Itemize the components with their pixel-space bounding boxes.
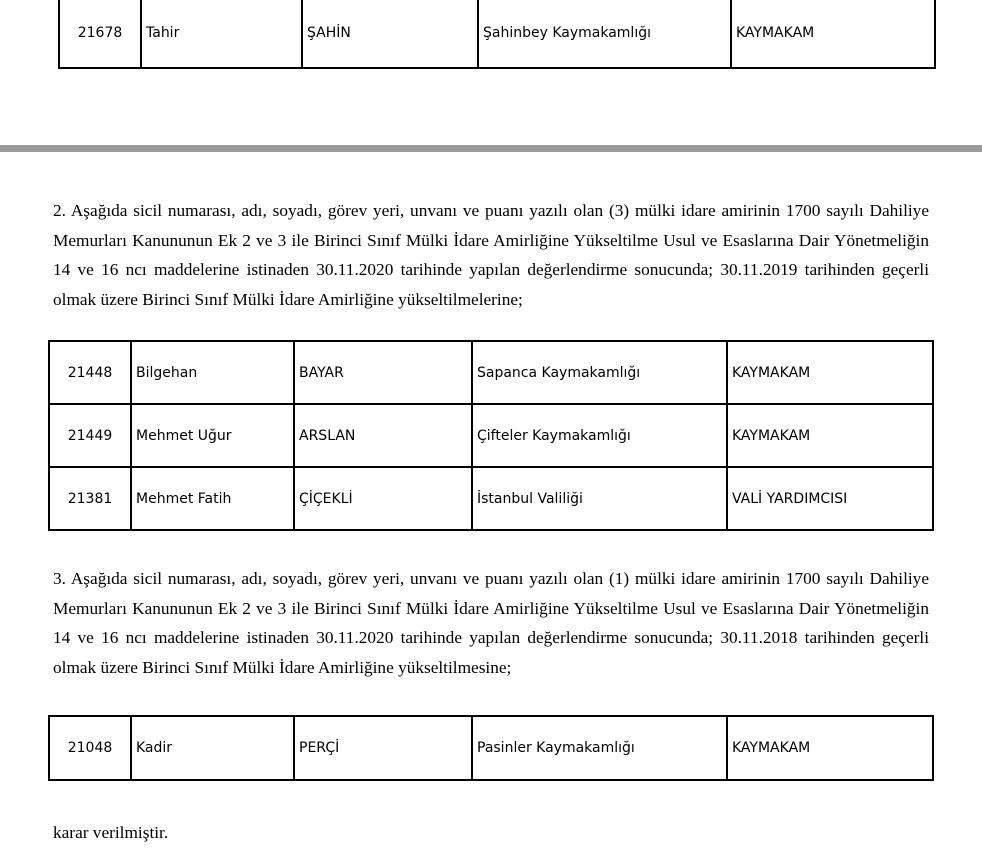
last-name-cell: ŞAHİN [302,0,478,68]
table-row [49,467,933,530]
sicil-cell: 21448 [49,341,131,404]
title-cell: KAYMAKAM [727,404,933,467]
personnel-table-section-3 [48,715,934,781]
workplace-cell: Çifteler Kaymakamlığı [472,404,727,467]
first-name-cell: Mehmet Uğur [131,404,294,467]
title-cell: KAYMAKAM [731,0,935,68]
personnel-table-top [58,0,936,69]
workplace-cell: İstanbul Valiliği [472,467,727,530]
first-name-cell: Bilgehan [131,341,294,404]
last-name-cell: ARSLAN [294,404,472,467]
closing-text: karar verilmiştir. [53,823,169,842]
section-3-paragraph: 3. Aşağıda sicil numarası, adı, soyadı, görev yeri, unvanı ve puanı yazılı olan (1) mülki idare amirinin 1700 sayılı Dahiliye Memurları Kanununun Ek 2 ve 3 ile Birinci Sınıf Mülki İdare Amirliğine Yükseltilme Usul ve Esaslarına Dair Yönetmeliğin 14 ve 16 ncı maddelerine istinaden 30.11.2020 tarihinde yapılan değerlendirme sonucunda; 30.11.2018 tarihinden geçerli olmak üzere Birinci Sınıf Mülki İdare Amirliğine yükseltilmesine; [53,569,929,677]
sicil-cell: 21678 [59,0,141,68]
workplace-cell: Şahinbey Kaymakamlığı [478,0,731,68]
first-name-cell: Tahir [141,0,302,68]
last-name-cell: BAYAR [294,341,472,404]
personnel-table-section-2 [48,340,934,531]
page-separator [0,145,982,152]
table-row [49,404,933,467]
sicil-cell: 21048 [49,716,131,780]
table-row [59,0,935,68]
first-name-cell: Kadir [131,716,294,780]
table-row [49,341,933,404]
sicil-cell: 21449 [49,404,131,467]
section-2-paragraph: 2. Aşağıda sicil numarası, adı, soyadı, görev yeri, unvanı ve puanı yazılı olan (3) mülki idare amirinin 1700 sayılı Dahiliye Memurları Kanununun Ek 2 ve 3 ile Birinci Sınıf Mülki İdare Amirliğine Yükseltilme Usul ve Esaslarına Dair Yönetmeliğin 14 ve 16 ncı maddelerine istinaden 30.11.2020 tarihinde yapılan değerlendirme sonucunda; 30.11.2019 tarihinden geçerli olmak üzere Birinci Sınıf Mülki İdare Amirliğine yükseltilmelerine; [53,201,929,309]
title-cell: KAYMAKAM [727,341,933,404]
workplace-cell: Pasinler Kaymakamlığı [472,716,727,780]
last-name-cell: PERÇİ [294,716,472,780]
table-row [49,716,933,780]
sicil-cell: 21381 [49,467,131,530]
workplace-cell: Sapanca Kaymakamlığı [472,341,727,404]
title-cell: VALİ YARDIMCISI [727,467,933,530]
title-cell: KAYMAKAM [727,716,933,780]
first-name-cell: Mehmet Fatih [131,467,294,530]
last-name-cell: ÇİÇEKLİ [294,467,472,530]
